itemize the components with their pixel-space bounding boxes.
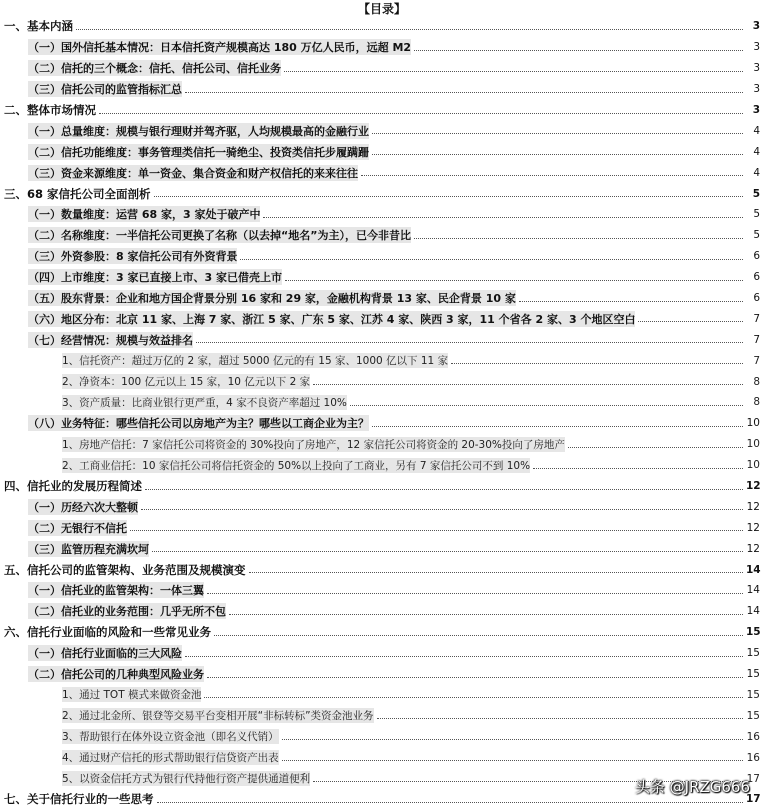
watermark: 头条 @JRZG666 [634, 778, 750, 796]
toc-entry[interactable] [0, 120, 764, 141]
toc-entry-page: 3 [752, 104, 760, 116]
dot-leader [414, 50, 743, 51]
toc-entry-title: （二）信托功能维度：事务管理类信托一骑绝尘、投资类信托步履蹒跚 [28, 145, 369, 159]
toc-entry-title: 2、净资本：100 亿元以上 15 家，10 亿元以下 2 家 [62, 376, 311, 389]
toc-entry-page: 12 [746, 521, 760, 534]
toc-entry-title: 1、信托资产：超过万亿的 2 家，超过 5000 亿元的有 15 家、1000 亿以下 11 家 [62, 355, 449, 368]
toc-entry-title: （三）监管历程充满坎坷 [28, 542, 149, 556]
toc-entry-page: 14 [746, 605, 760, 618]
toc-entry[interactable] [0, 455, 764, 476]
toc-entry-page: 3 [752, 20, 760, 33]
toc-entry-page: 3 [753, 41, 760, 54]
toc-entry-title: （三）外资参股：8 家信托公司有外资背景 [28, 250, 238, 264]
toc-entry-title: （二）名称维度：一半信托公司更换了名称（以去掉“地名”为主），已今非昔比 [28, 229, 411, 243]
dot-leader [285, 280, 743, 281]
dot-leader [185, 92, 743, 93]
toc-entry-page: 10 [746, 417, 760, 430]
toc-entry-page: 12 [746, 480, 761, 493]
toc-entry-page: 17 [746, 793, 761, 806]
toc-entry-title: 七、关于信托行业的一些思考 [4, 792, 154, 807]
toc-entry-page: 4 [753, 145, 760, 158]
toc-entry-title: （三）信托公司的监管指标汇总 [28, 83, 182, 97]
toc-entry-page: 6 [753, 292, 760, 305]
toc-entry-title: 五、信托公司的监管架构、业务范围及规模演变 [4, 562, 246, 577]
toc-entry-title: （一）信托业的监管架构：一体三翼 [28, 584, 204, 598]
toc-entry-page: 3 [753, 83, 760, 96]
toc-entry-page: 14 [746, 584, 760, 597]
toc-entry-title: 3、资产质量：比商业银行更严重，4 家不良资产率超过 10% [62, 396, 347, 409]
toc-entry-page: 12 [746, 500, 760, 513]
toc-entry-page: 16 [746, 730, 760, 743]
toc-entry-title: （二）信托公司的几种典型风险业务 [28, 668, 204, 682]
toc-entry-title: 六、信托行业面临的风险和一些常见业务 [4, 625, 211, 640]
toc-entry[interactable] [0, 204, 764, 225]
dot-leader [229, 614, 743, 615]
toc-entry[interactable] [0, 538, 764, 559]
toc-entry-page: 12 [746, 542, 760, 555]
toc-entry-title: （四）上市维度：3 家已直接上市、3 家已借壳上市 [28, 271, 282, 285]
toc-entry[interactable] [0, 308, 764, 329]
dot-leader [414, 238, 743, 239]
toc-entry-page: 5 [753, 229, 760, 242]
toc-entry-page: 14 [746, 563, 761, 576]
dot-leader [451, 363, 743, 364]
toc-entry-title: 四、信托业的发展历程简述 [4, 479, 142, 494]
toc-entry[interactable] [0, 267, 764, 288]
toc-entry-title: 3、帮助银行在体外设立资金池（即名义代销） [62, 731, 279, 744]
toc-entry-title: 4、通过财产信托的形式帮助银行信贷资产出表 [62, 752, 279, 765]
toc-entry-page: 6 [753, 271, 760, 284]
toc-entry[interactable] [0, 434, 764, 455]
toc-entry-page: 10 [746, 438, 760, 451]
toc-entry[interactable] [0, 559, 764, 580]
dot-leader [263, 217, 743, 218]
toc-entry[interactable] [0, 643, 764, 664]
toc-entry-title: （六）地区分布：北京 11 家、上海 7 家、浙江 5 家、广东 5 家、江苏 4 家、陕西 3 家，11 个省各 2 家、3 个地区空白 [28, 312, 636, 326]
dot-leader [76, 29, 743, 30]
toc-entry[interactable] [0, 225, 764, 246]
toc-entry[interactable] [0, 371, 764, 392]
dot-leader [214, 635, 743, 636]
toc-entry-title: 1、房地产信托：7 家信托公司将资金的 30%投向了房地产，12 家信托公司将资金的 20-30%投向了房地产 [62, 438, 565, 451]
toc-entry-title: （七）经营情况：规模与效益排名 [28, 333, 193, 347]
toc-entry-title: （二）信托的三个概念：信托、信托公司、信托业务 [28, 62, 281, 76]
dot-leader [249, 572, 744, 573]
dot-leader [519, 301, 743, 302]
toc-entry[interactable] [0, 162, 764, 183]
toc-entry[interactable] [0, 16, 764, 37]
toc-entry[interactable] [0, 622, 764, 643]
dot-leader [372, 154, 743, 155]
dot-leader [533, 468, 743, 469]
dot-leader [350, 405, 743, 406]
toc-entry[interactable] [0, 664, 764, 685]
toc-entry-page: 5 [753, 208, 760, 221]
toc-entry[interactable] [0, 685, 764, 706]
toc-entry-title: （三）资金来源维度：单一资金、集合资金和财产权信托的来来往往 [28, 166, 358, 180]
toc-entry-page: 15 [746, 668, 760, 681]
toc-entry-page: 7 [753, 354, 760, 367]
dot-leader [568, 447, 743, 448]
toc-entry-title: 一、基本内涵 [4, 19, 73, 34]
toc-entry[interactable] [0, 37, 764, 58]
toc-entry[interactable] [0, 58, 764, 79]
toc-entry-page: 8 [753, 375, 760, 388]
toc-entry-title: （二）无银行不信托 [28, 521, 127, 535]
toc-entry-page: 16 [746, 751, 760, 764]
dot-leader [207, 677, 743, 678]
dot-leader [638, 321, 743, 322]
toc-entry[interactable] [0, 79, 764, 100]
toc-entry-title: （一）国外信托基本情况：日本信托资产规模高达 180 万亿人民币，远超 M2 [28, 41, 412, 55]
dot-leader [313, 384, 743, 385]
toc-entry[interactable] [0, 580, 764, 601]
toc-entry-title: （一）历经六次大整顿 [28, 500, 138, 514]
toc-entry[interactable] [0, 726, 764, 747]
toc-entry[interactable] [0, 392, 764, 413]
toc-entry[interactable] [0, 705, 764, 726]
toc-entry-title: 三、68 家信托公司全面剖析 [4, 186, 151, 201]
toc-entry-title: 2、工商业信托：10 家信托公司将信托资金的 50%以上投向了工商业，另有 7 家信托公司不到 10% [62, 459, 531, 472]
page-title: 【目录】 [357, 2, 406, 16]
toc-entry-title: （一）信托行业面临的三大风险 [28, 647, 182, 661]
dot-leader [145, 489, 743, 490]
dot-leader [196, 342, 743, 343]
dot-leader [207, 593, 743, 594]
toc-entry-page: 6 [753, 250, 760, 263]
toc-entry[interactable] [0, 413, 764, 434]
toc-entry-title: （一）数量维度：运营 68 家，3 家处于破产中 [28, 208, 261, 222]
toc-entry-title: 5、以资金信托方式为银行代持他行资产提供通道便利 [62, 773, 311, 785]
toc-entry-title: 2、通过北金所、银登等交易平台变相开展“非标转标”类资金池业务 [62, 710, 374, 723]
toc-entry-page: 15 [746, 688, 760, 701]
toc-entry[interactable] [0, 288, 764, 309]
dot-leader [141, 509, 743, 510]
dot-leader [240, 259, 743, 260]
dot-leader [204, 697, 743, 698]
toc-entry-page: 15 [746, 626, 761, 639]
toc-entry-title: （二）信托业的业务范围：几乎无所不包 [28, 605, 226, 619]
toc-entry-page: 5 [752, 187, 760, 200]
toc-entry[interactable] [0, 476, 764, 497]
dot-leader [185, 656, 743, 657]
toc-entry-title: （八）业务特征：哪些信托公司以房地产为主？哪些以工商企业为主？ [28, 417, 369, 431]
toc-entry-page: 3 [753, 62, 760, 75]
dot-leader [157, 802, 744, 803]
toc-entry-page: 7 [753, 333, 760, 346]
dot-leader [154, 196, 743, 197]
toc-entry[interactable] [0, 496, 764, 517]
toc-entry[interactable] [0, 601, 764, 622]
toc-entry-page: 15 [746, 709, 760, 722]
toc-entry-page: 8 [753, 396, 760, 409]
dot-leader [282, 760, 743, 761]
toc-entry-page: 4 [753, 166, 760, 179]
toc-entry[interactable] [0, 517, 764, 538]
toc-entry-page: 10 [746, 459, 760, 472]
toc-entry-title: （五）股东背景：企业和地方国企背景分别 16 家和 29 家，金融机构背景 13 家、民企背景 10 家 [28, 292, 516, 306]
dot-leader [282, 739, 743, 740]
toc-entry[interactable] [0, 350, 764, 371]
toc-entry[interactable] [0, 747, 764, 768]
dot-leader [372, 133, 743, 134]
toc-entry-page: 7 [753, 312, 760, 325]
dot-leader [152, 551, 743, 552]
toc-entry-title: 1、通过 TOT 模式来做资金池 [62, 689, 202, 702]
toc-entry-page: 15 [746, 647, 760, 660]
toc-entry[interactable] [0, 246, 764, 267]
toc-entry[interactable] [0, 100, 764, 121]
dot-leader [284, 71, 743, 72]
dot-leader [99, 113, 743, 114]
toc-entry-page: 17 [746, 772, 760, 785]
dot-leader [377, 718, 743, 719]
dot-leader [130, 530, 743, 531]
dot-leader [372, 426, 743, 427]
toc-entry-page: 4 [753, 124, 760, 137]
toc-entry-title: 二、整体市场情况 [4, 103, 96, 117]
toc-entry[interactable] [0, 329, 764, 350]
toc-entry[interactable] [0, 141, 764, 162]
dot-leader [361, 175, 743, 176]
table-of-contents [0, 16, 764, 810]
toc-entry[interactable] [0, 183, 764, 204]
toc-entry-title: （一）总量维度：规模与银行理财并驾齐驱，人均规模最高的金融行业 [28, 124, 369, 138]
